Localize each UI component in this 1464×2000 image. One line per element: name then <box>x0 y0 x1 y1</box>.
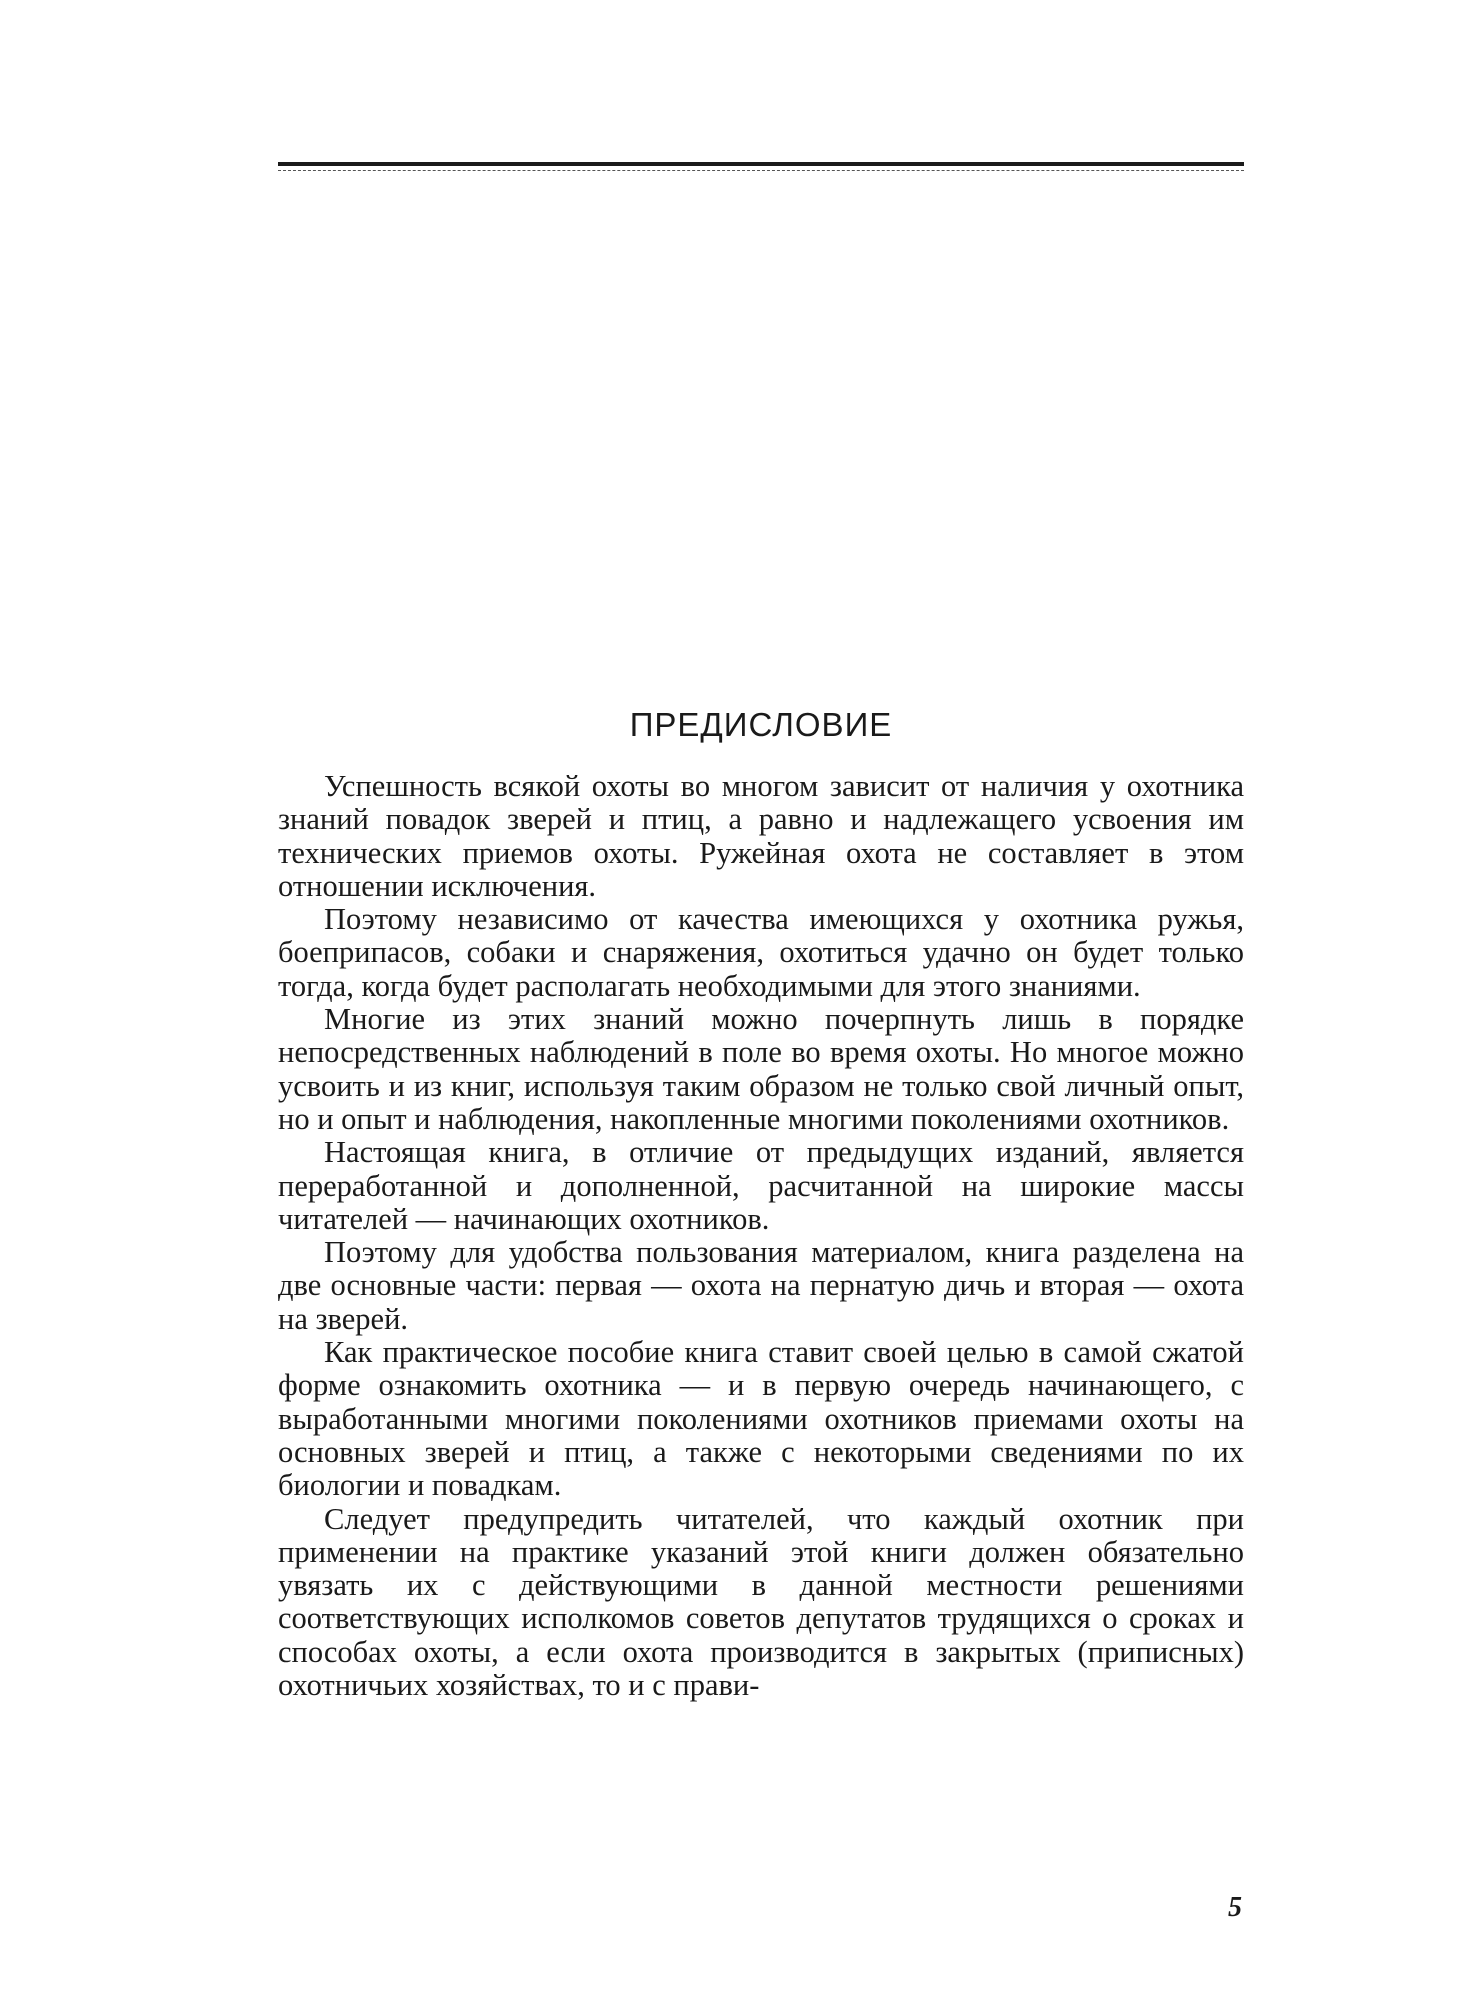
page-title: ПРЕДИСЛОВИЕ <box>629 706 893 743</box>
body-text <box>278 770 1244 1702</box>
paragraph-4: Настоящая книга, в отличие от предыдущих изданий, является переработанной и дополненной, расчитанной на широкие массы читателей — начинающих охотников. <box>278 1135 1244 1236</box>
page-number: 5 <box>1228 1892 1242 1923</box>
paragraph-6: Как практическое пособие книга ставит своей целью в самой сжатой форме ознакомить охотника — и в первую очередь начинающего, с выработанными многими поколениями охотников приемами охоты на основных зверей и птиц, а также с некоторыми сведениями по их биологии и повадкам. <box>278 1335 1244 1503</box>
paragraph-2: Поэтому независимо от качества имеющихся у охотника ружья, боеприпасов, собаки и снаряжения, охотиться удачно он будет только тогда, когда будет располагать необходимыми для этого знаниями. <box>278 902 1244 1003</box>
paragraph-7: Следует предупредить читателей, что каждый охотник при применении на практике указаний этой книги должен обязательно увязать их с действующими в данной местности решениями соответствующих исполкомов советов депутатов трудящихся о сроках и способах охоты, а если охота производится в закрытых (приписных) охотничьих хозяйствах, то и с прави- <box>278 1501 1244 1703</box>
paragraph-3: Многие из этих знаний можно почерпнуть лишь в порядке непосредственных наблюдений в поле во время охоты. Но многое можно усвоить и из книг, используя таким образом не только свой личный опыт, но и опыт и наблюдения, накопленные многими поколениями охотников. <box>278 1002 1244 1136</box>
header-rule-thin <box>278 170 1244 172</box>
header-rule-thick <box>278 162 1244 166</box>
paragraph-1: Успешность всякой охоты во многом зависит от наличия у охотника знаний повадок зверей и птиц, а равно и надлежащего усвоения им технических приемов охоты. Ружейная охота не составляет в этом отношении исключения. <box>278 769 1244 903</box>
paragraph-5: Поэтому для удобства пользования материалом, книга разделена на две основные части: первая — охота на пернатую дичь и вторая — охота на зверей. <box>278 1235 1244 1336</box>
